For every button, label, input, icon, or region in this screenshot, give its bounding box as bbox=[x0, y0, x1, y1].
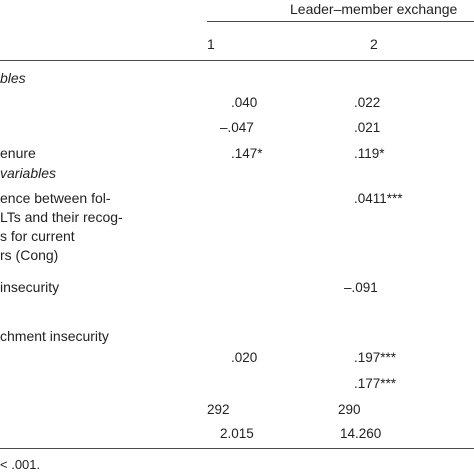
cell-r6-m2: –.091 bbox=[344, 280, 378, 295]
cell-r5-m2: .0411*** bbox=[354, 191, 403, 206]
section-label-variables: variables bbox=[0, 165, 57, 181]
cell-r3-m1: .147* bbox=[231, 146, 263, 161]
header-group-title: Leader–member exchange bbox=[290, 1, 458, 17]
cell-r2-m1: –.047 bbox=[220, 120, 254, 135]
header-model-1: 1 bbox=[207, 36, 215, 52]
row-label-congruence-line-2: LTs and their recog- bbox=[0, 209, 123, 225]
cell-r10-m2: 290 bbox=[338, 402, 361, 417]
cell-r3-m2: .119* bbox=[354, 146, 385, 161]
header-model-2: 2 bbox=[370, 36, 378, 52]
row-label-congruence-line-1: ence between fol- bbox=[0, 190, 111, 206]
cell-r10-m1: 292 bbox=[207, 402, 230, 417]
cell-r11-m1: 2.015 bbox=[220, 426, 254, 441]
row-label-attachment-insecurity: chment insecurity bbox=[0, 328, 109, 344]
cell-r11-m2: 14.260 bbox=[340, 426, 382, 441]
header-bottom-rule bbox=[0, 60, 474, 61]
cell-r8-m1: .020 bbox=[231, 350, 258, 365]
cell-r1-m1: .040 bbox=[231, 95, 258, 110]
row-label-congruence-line-4: rs (Cong) bbox=[0, 247, 59, 263]
cell-r1-m2: .022 bbox=[354, 95, 381, 110]
header-group-rule bbox=[207, 21, 474, 22]
row-label-tenure: enure bbox=[0, 145, 36, 161]
cell-r8-m2: .197*** bbox=[354, 350, 397, 365]
table-bottom-rule bbox=[0, 448, 474, 449]
footnote: < .001. bbox=[0, 457, 41, 472]
section-label-controls: bles bbox=[0, 70, 26, 86]
cell-r9-m2: .177*** bbox=[354, 376, 397, 391]
cell-r2-m2: .021 bbox=[354, 120, 381, 135]
row-label-congruence-line-3: s for current bbox=[0, 228, 75, 244]
row-label-insecurity: insecurity bbox=[0, 279, 60, 295]
